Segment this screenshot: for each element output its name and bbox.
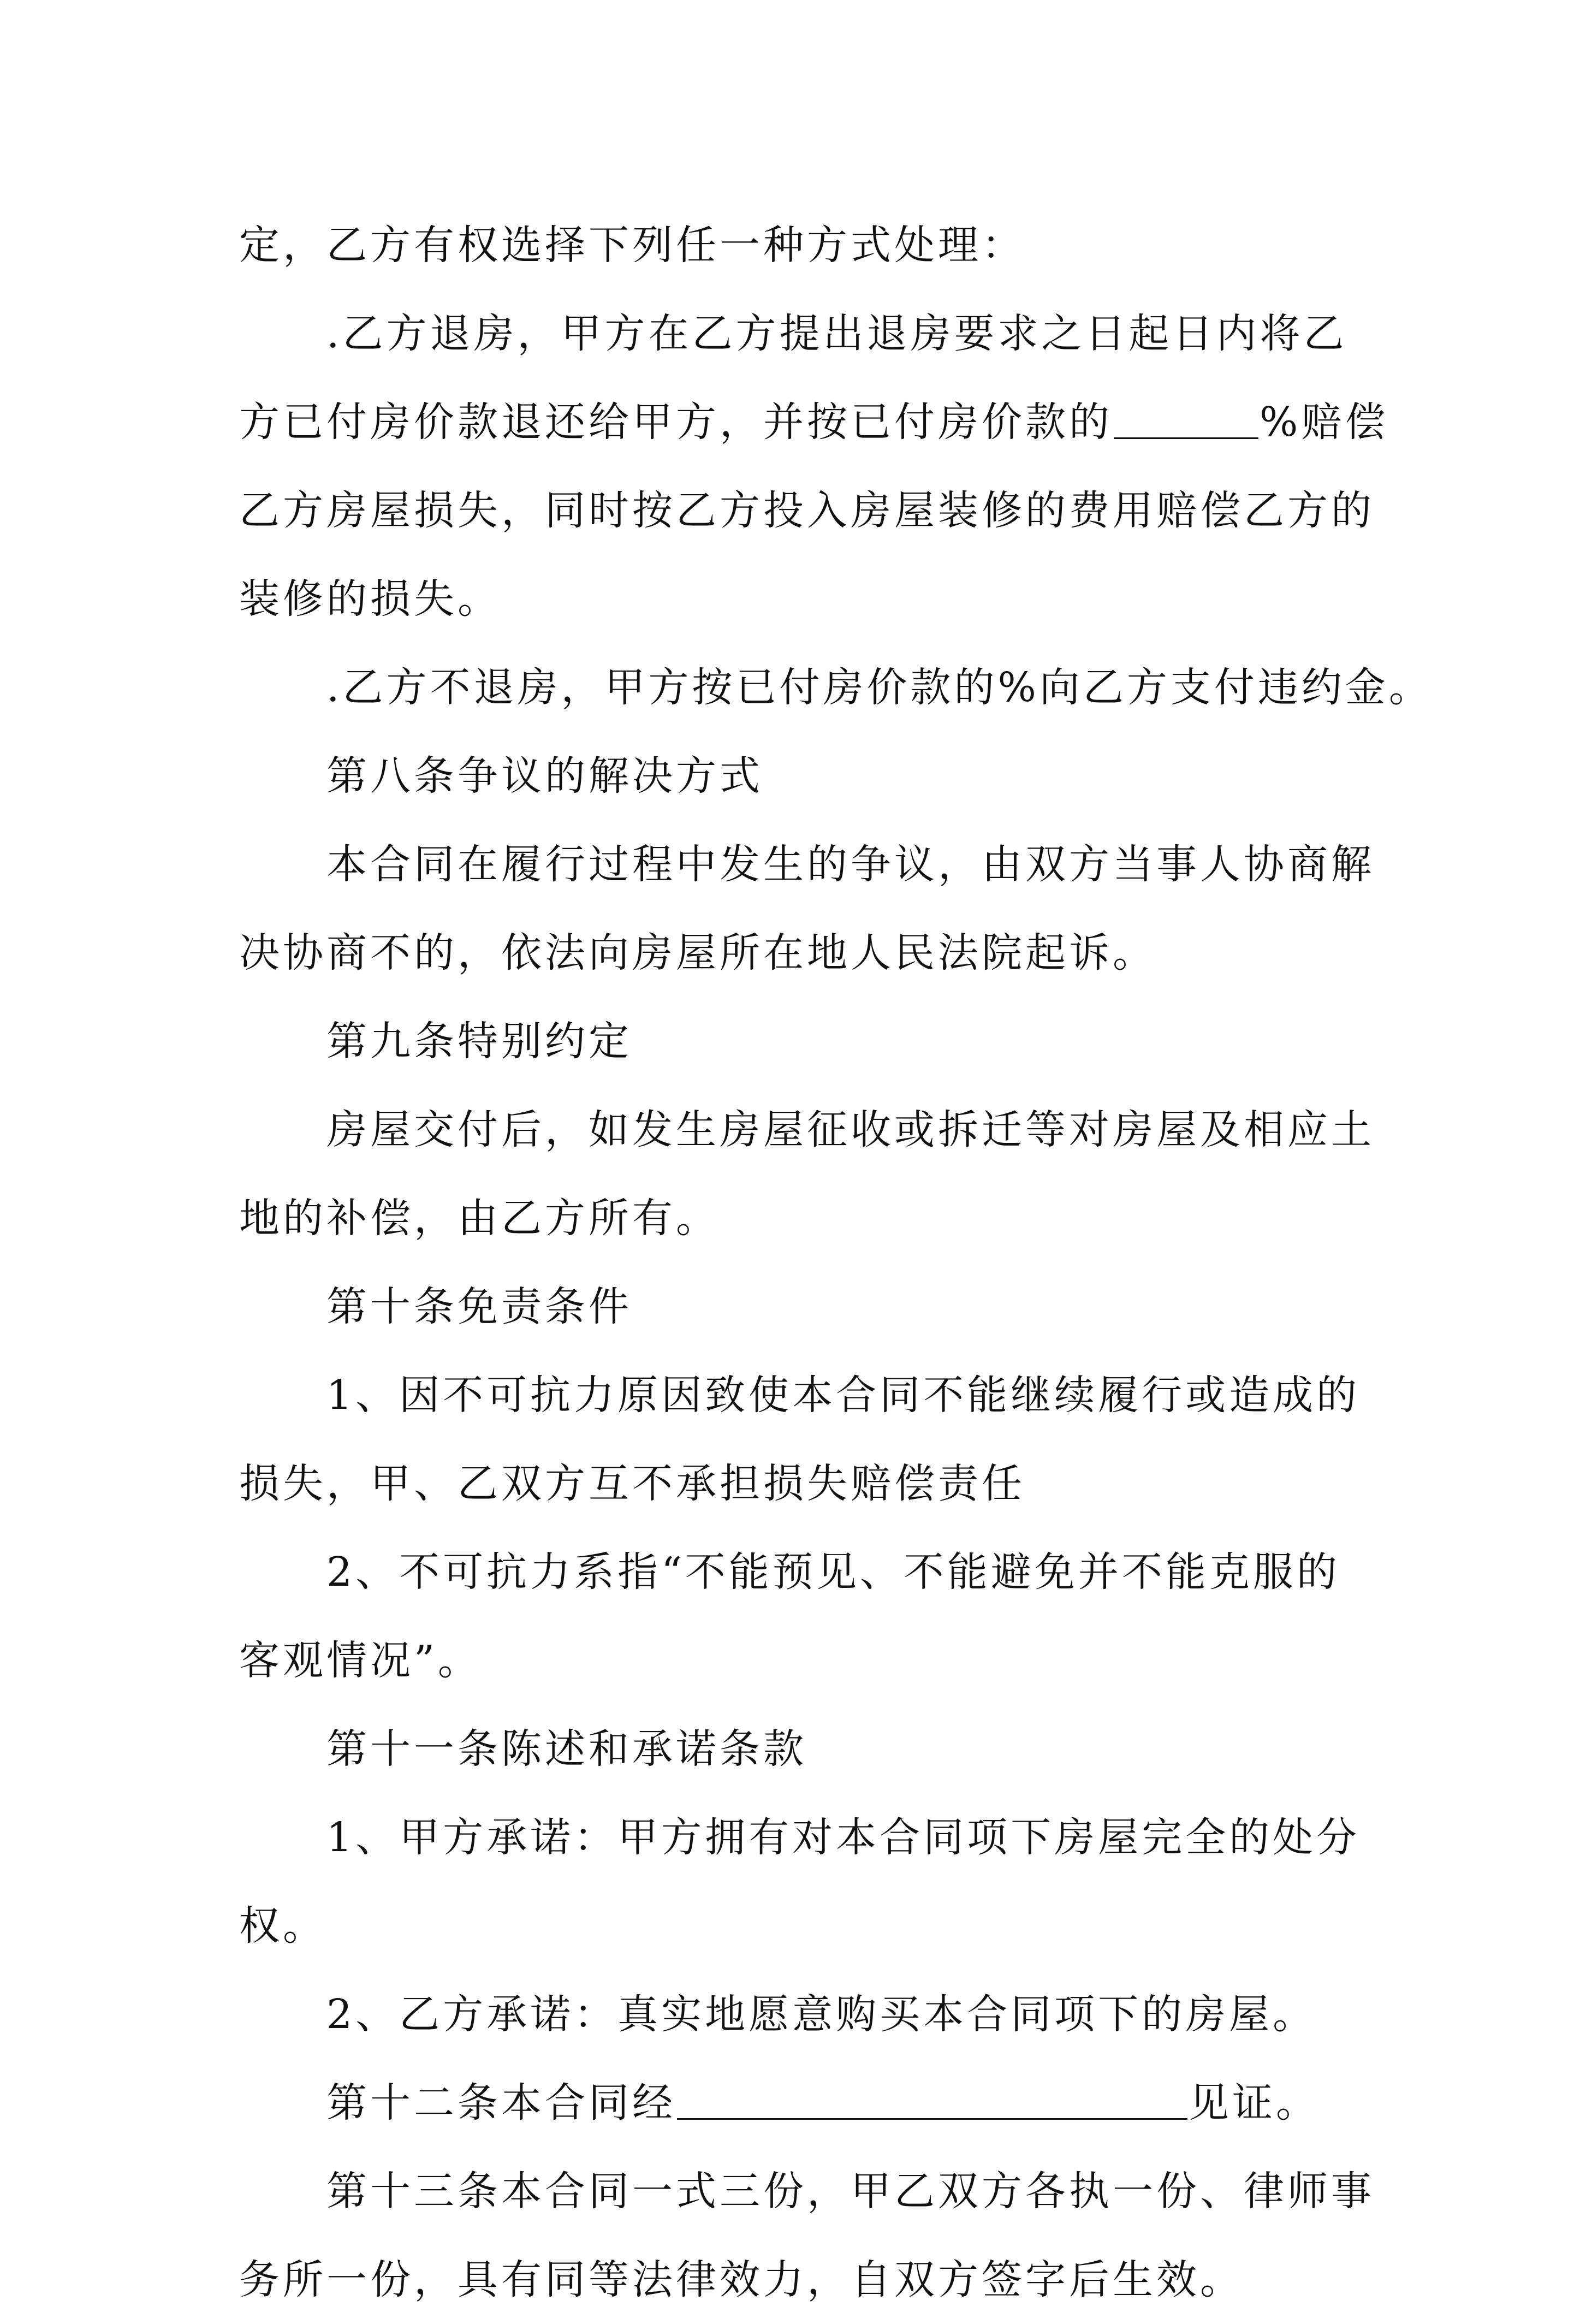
text-line: 务所一份，具有同等法律效力，自双方签字后生效。 — [239, 2256, 1244, 2303]
text-line-with-blank — [239, 2059, 1353, 2147]
section-heading: 第十条免责条件 — [326, 1283, 632, 1330]
text-line: 权。 — [239, 1902, 326, 1949]
text-line-with-blank — [239, 378, 1389, 466]
section-heading: 第九条特别约定 — [326, 1018, 632, 1065]
section-heading: 第八条争议的解决方式 — [326, 752, 763, 799]
text-line: 2、不可抗力系指“不能预见、不能避免并不能克服的 — [326, 1549, 1340, 1596]
fill-in-blank[interactable] — [677, 2082, 1187, 2120]
text-line: 决协商不的，依法向房屋所在地人民法院起诉。 — [239, 929, 1156, 976]
text-segment: 第十二条本合同经 — [326, 2079, 676, 2126]
text-line: .乙方不退房，甲方按已付房价款的%向乙方支付违约金。 — [326, 664, 1433, 711]
text-line: 乙方房屋损失，同时按乙方投入房屋装修的费用赔偿乙方的 — [239, 487, 1375, 534]
text-line: 损失，甲、乙双方互不承担损失赔偿责任 — [239, 1460, 1025, 1507]
text-line: 本合同在履行过程中发生的争议，由双方当事人协商解 — [326, 841, 1375, 888]
fill-in-blank[interactable] — [1114, 401, 1258, 439]
text-line: 装修的损失。 — [239, 576, 501, 622]
section-heading: 第十一条陈述和承诺条款 — [326, 1726, 807, 1772]
text-line: 2、乙方承诺：真实地愿意购买本合同项下的房屋。 — [326, 1991, 1317, 2038]
text-line: 定，乙方有权选择下列任一种方式处理： — [239, 222, 1025, 269]
text-segment: %赔偿 — [1260, 399, 1389, 446]
text-line: 房屋交付后，如发生房屋征收或拆迁等对房屋及相应土 — [326, 1106, 1375, 1153]
text-line: .乙方退房，甲方在乙方提出退房要求之日起日内将乙 — [326, 310, 1347, 357]
contract-body — [239, 201, 1433, 2324]
text-line: 第十三条本合同一式三份，甲乙双方各执一份、律师事 — [326, 2168, 1375, 2215]
text-segment: 见证。 — [1189, 2079, 1320, 2126]
text-line: 地的补偿，由乙方所有。 — [239, 1195, 720, 1242]
text-line: 客观情况”。 — [239, 1637, 482, 1684]
text-line: 1、因不可抗力原因致使本合同不能继续履行或造成的 — [326, 1372, 1361, 1419]
text-line: 1、甲方承诺：甲方拥有对本合同项下房屋完全的处分 — [326, 1814, 1361, 1861]
text-segment: 方已付房价款退还给甲方，并按已付房价款的 — [239, 399, 1113, 446]
